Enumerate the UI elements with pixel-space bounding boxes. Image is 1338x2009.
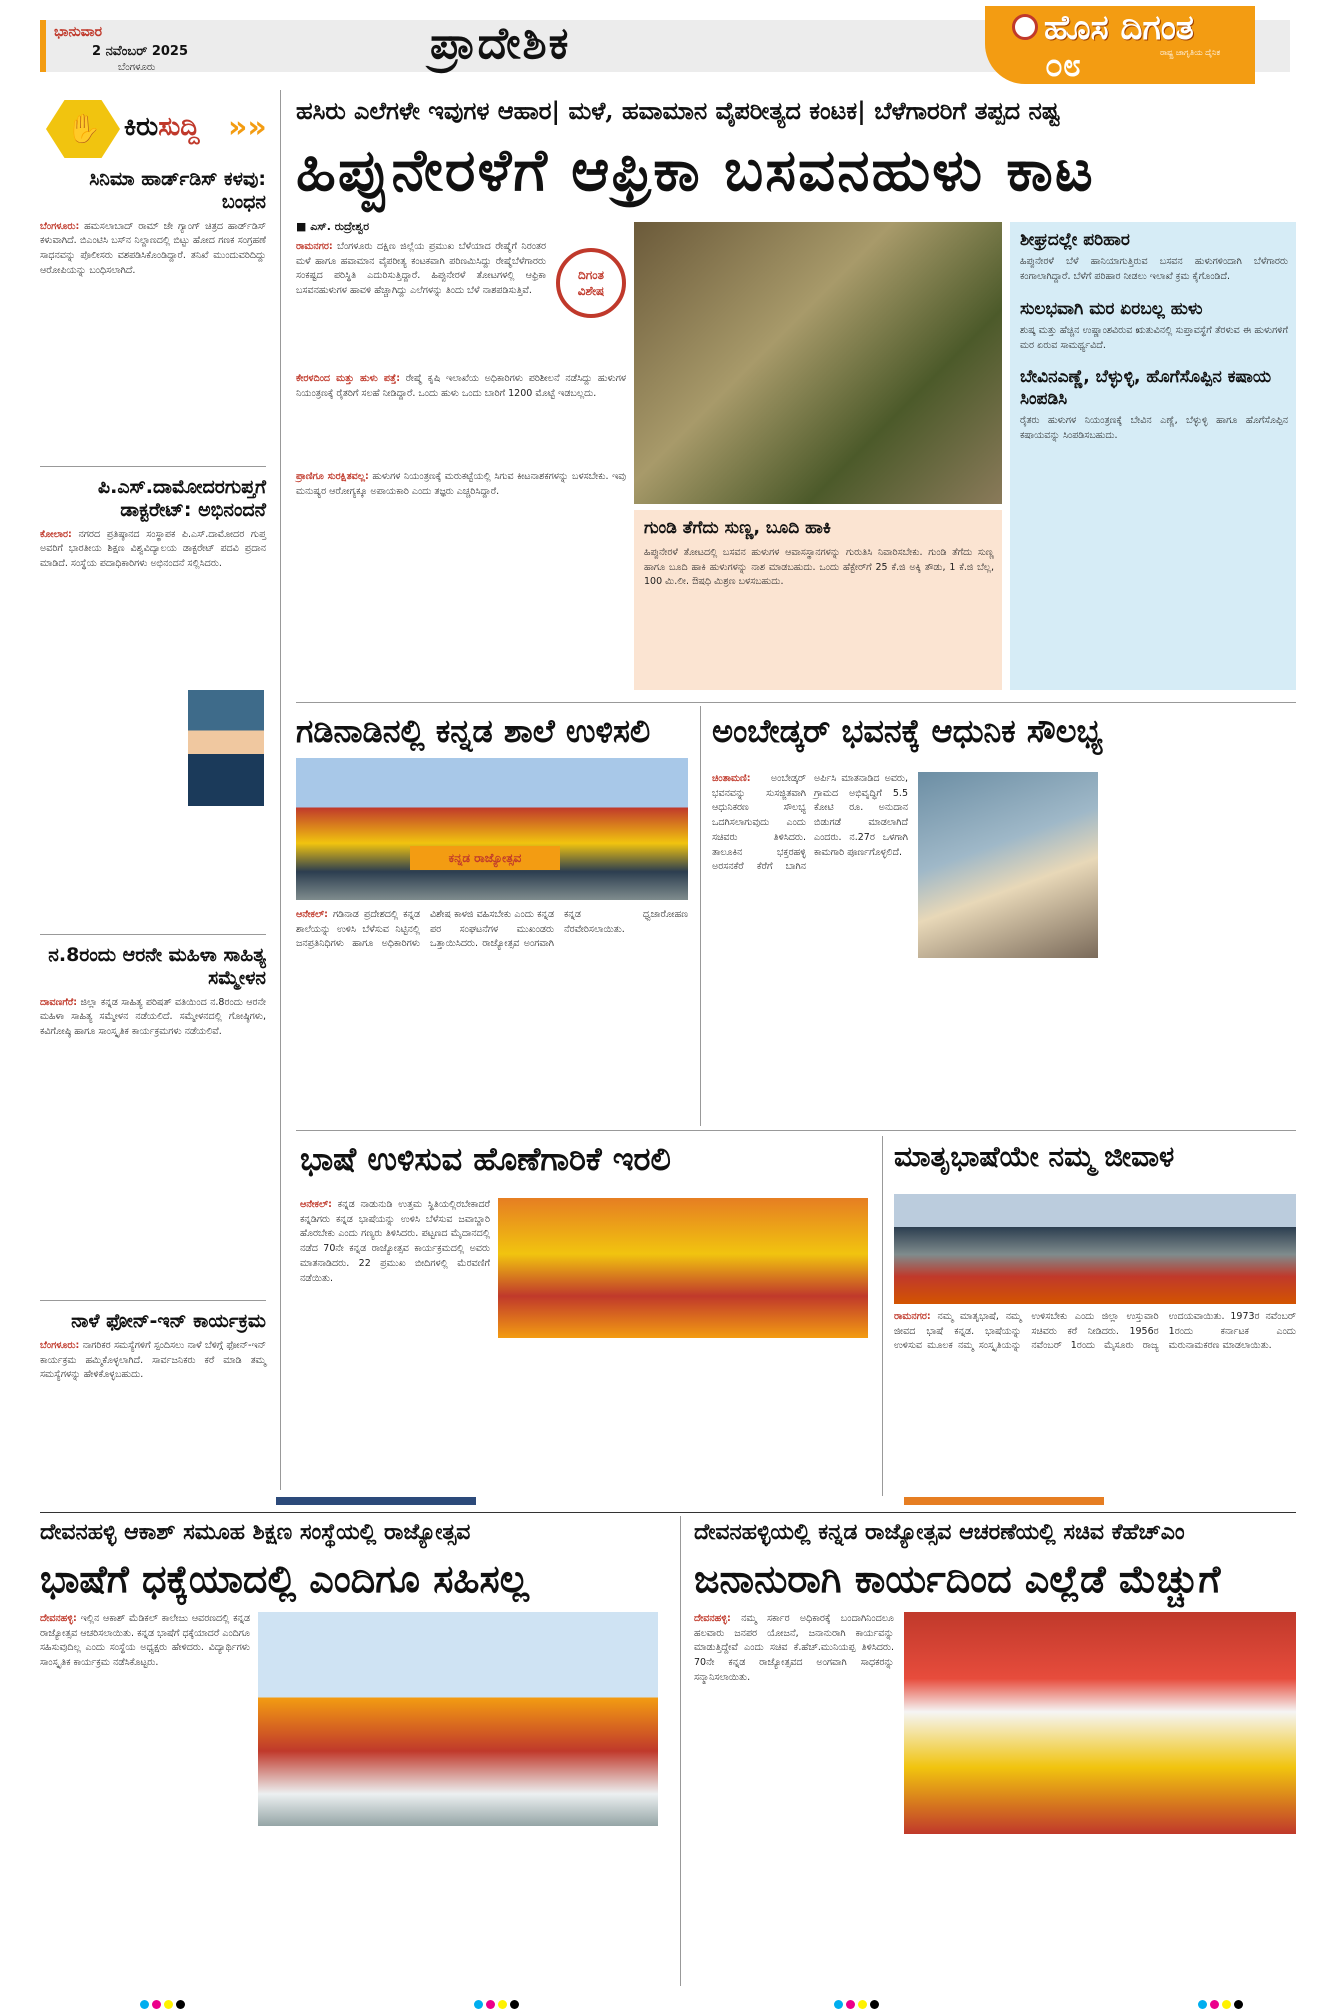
language-place: ಆನೇಕಲ್: bbox=[300, 1199, 332, 1210]
divider bbox=[40, 466, 266, 467]
brief-place: ದಾವಣಗೆರೆ: bbox=[40, 996, 78, 1008]
lead-kicker: ಹಸಿರು ಎಲೆಗಳೇ ಇವುಗಳ ಆಹಾರ| ಮಳೆ, ಹವಾಮಾನ ವೈಪರೀತ್ಯದ ಕಂಟಕ| ಬೆಳೆಗಾರರಿಗೆ ತಪ್ಪದ ನಷ್ಟ bbox=[296, 96, 1060, 125]
school-body bbox=[296, 908, 688, 952]
minister-headline: ಜನಾನುರಾಗಿ ಕಾರ್ಯದಿಂದ ಎಲ್ಲೆಡೆ ಮೆಚ್ಚುಗೆ bbox=[694, 1556, 1221, 1601]
divider bbox=[40, 934, 266, 935]
award-photo bbox=[904, 1612, 1296, 1834]
column-rule bbox=[882, 1136, 883, 1496]
brief-1 bbox=[40, 168, 266, 278]
minister-body bbox=[694, 1612, 894, 1686]
language-headline: ಭಾಷೆ ಉಳಿಸುವ ಹೊಣೆಗಾರಿಕೆ ಇರಲಿ bbox=[300, 1140, 671, 1178]
akash-body bbox=[40, 1612, 250, 1671]
seal-bottom: ವಿಶೇಷ bbox=[577, 283, 605, 298]
akash-headline: ಭಾಷೆಗೆ ಧಕ್ಕೆಯಾದಲ್ಲಿ ಎಂದಿಗೂ ಸಹಿಸಲ್ಲ bbox=[40, 1556, 529, 1601]
school-text: ಗಡಿನಾಡ ಪ್ರದೇಶದಲ್ಲಿ ಕನ್ನಡ ಶಾಲೆಯನ್ನು ಉಳಿಸಿ ಬೆಳೆಸುವ ನಿಟ್ಟಿನಲ್ಲಿ ಜನಪ್ರತಿನಿಧಿಗಳು ಹಾಗೂ ಅಧಿಕಾರಿಗಳು ವಿಶೇಷ ಕಾಳಜಿ ವಹಿಸಬೇಕು ಎಂದು ಕನ್ನಡ ಪರ ಸಂಘಟನೆಗಳ ಮುಖಂಡರು ಒತ್ತಾಯಿಸಿದರು. ರಾಜ್ಯೋತ್ಸವ ಅಂಗವಾಗಿ ಕನ್ನಡ ಧ್ವಜಾರೋಹಣ ನೆರವೇರಿಸಲಾಯಿತು. bbox=[296, 909, 688, 950]
print-marks bbox=[474, 1994, 522, 2009]
print-marks bbox=[1198, 1994, 1246, 2009]
dance-photo bbox=[498, 1198, 868, 1338]
print-marks bbox=[834, 1994, 882, 2009]
brief-place: ಕೋಲಾರ: bbox=[40, 528, 72, 540]
divider bbox=[40, 1512, 1296, 1513]
school-photo bbox=[296, 758, 688, 900]
lead-subhead-2: ಪ್ರಾಣಿಗೂ ಸುರಕ್ಷಿತವಲ್ಲ: bbox=[296, 471, 369, 482]
brief-headline: ನ.8ರಂದು ಆರನೇ ಮಹಿಳಾ ಸಾಹಿತ್ಯ ಸಮ್ಮೇಳನ bbox=[48, 944, 266, 989]
column-rule bbox=[680, 1516, 681, 1986]
masthead-tagline: ರಾಷ್ಟ್ರ ಜಾಗೃತಿಯ ದೈನಿಕ bbox=[1160, 48, 1221, 57]
lead-subhead-1: ಕೇರಳದಿಂದ ಮತ್ತು ಹುಳು ಪತ್ತೆ: bbox=[296, 373, 400, 384]
brief-place: ಬೆಂಗಳೂರು: bbox=[40, 220, 80, 232]
lead-text-3: ಹುಳುಗಳ ನಿಯಂತ್ರಣಕ್ಕೆ ಮರುಕಟ್ಟೆಯಲ್ಲಿ ಸಿಗುವ ಕೀಟನಾಶಕಗಳನ್ನು ಬಳಸಬೇಕು. ಇವು ಮನುಷ್ಯರ ಆರೋಗ್ಯಕ್ಕೂ ಅಪಾಯಕಾರಿ ಎಂದು ತಜ್ಞರು ಎಚ್ಚರಿಸಿದ್ದಾರೆ. bbox=[296, 471, 626, 497]
seal-top: ದಿಗಂತ bbox=[578, 268, 604, 282]
ambedkar-place: ಚಿಂತಾಮಣಿ: bbox=[712, 773, 751, 784]
ambedkar-text: ಅಂಬೇಡ್ಕರ್ ಭವನವನ್ನು ಸುಸಜ್ಜಿತವಾಗಿ ಆಧುನಿಕರಣ ಸೌಲಭ್ಯ ಒದಗಿಸಲಾಗುವುದು ಎಂದು ಸಚಿವರು ತಿಳಿಸಿದರು. ತಾಲೂಕಿನ ಭಕ್ತರಹಳ್ಳಿ ಅರಸನಕೆರೆ ಕೆರೆಗೆ ಬಾಗಿನ ಅರ್ಪಿಸಿ ಮಾತನಾಡಿದ ಅವರು, ಗ್ರಾಮದ ಅಭಿವೃದ್ಧಿಗೆ 5.5 ಕೋಟಿ ರೂ. ಅನುದಾನ ಬಿಡುಗಡೆ ಮಾಡಲಾಗಿದೆ ಎಂದರು. ನ.27ರ ಒಳಗಾಗಿ ಕಾಮಗಾರಿ ಪೂರ್ಣಗೊಳ್ಳಲಿದೆ. bbox=[712, 773, 908, 873]
kirusuddi-label bbox=[124, 112, 199, 143]
brief-text: ನಗರದ ಪ್ರತಿಷ್ಠಾನದ ಸಂಸ್ಥಾಪಕ ಪಿ.ಎಸ್.ದಾಮೋದರ ಗುಪ್ತ ಅವರಿಗೆ ಭಾರತೀಯ ಶಿಕ್ಷಣ ವಿಶ್ವವಿದ್ಯಾಲಯ ಡಾಕ್ಟರೇಟ್ ಪದವಿ ಪ್ರದಾನ ಮಾಡಿದೆ. ಸಂಸ್ಥೆಯ ಪದಾಧಿಕಾರಿಗಳು ಅಭಿನಂದನೆ ಸಲ್ಲಿಸಿದರು. bbox=[40, 528, 266, 570]
header-city: ಬೆಂಗಳೂರು bbox=[118, 62, 156, 73]
brief-text: ಜಿಲ್ಲಾ ಕನ್ನಡ ಸಾಹಿತ್ಯ ಪರಿಷತ್ ವತಿಯಿಂದ ನ.8ರಂದು ಆರನೇ ಮಹಿಳಾ ಸಾಹಿತ್ಯ ಸಮ್ಮೇಳನ ನಡೆಯಲಿದೆ. ಸಮ್ಮೇಳನದಲ್ಲಿ ಗೋಷ್ಠಿಗಳು, ಕವಿಗೋಷ್ಠಿ ಹಾಗೂ ಸಾಂಸ್ಕೃತಿಕ ಕಾರ್ಯಕ್ರಮಗಳು ನಡೆಯಲಿವೆ. bbox=[40, 996, 266, 1038]
column-rule bbox=[280, 90, 281, 1490]
mother-tongue-place: ರಾಮನಗರ: bbox=[894, 1311, 931, 1322]
akash-text: ಇಲ್ಲಿನ ಆಕಾಶ್ ಮೆಡಿಕಲ್ ಕಾಲೇಜು ಆವರಣದಲ್ಲಿ ಕನ್ನಡ ರಾಜ್ಯೋತ್ಸವ ಆಚರಿಸಲಾಯಿತು. ಕನ್ನಡ ಭಾಷೆಗೆ ಧಕ್ಕೆಯಾದರೆ ಎಂದಿಗೂ ಸಹಿಸುವುದಿಲ್ಲ ಎಂದು ಸಂಸ್ಥೆಯ ಅಧ್ಯಕ್ಷರು ಹೇಳಿದರು. ವಿದ್ಯಾರ್ಥಿಗಳು ಸಾಂಸ್ಕೃತಿಕ ಕಾರ್ಯಕ್ರಮ ನಡೆಸಿಕೊಟ್ಟರು. bbox=[40, 1613, 250, 1669]
march-photo bbox=[894, 1194, 1296, 1304]
lamp-logo-icon bbox=[1012, 14, 1038, 40]
minister-place: ದೇವನಹಳ್ಳಿ: bbox=[694, 1613, 731, 1624]
tips-headline: ಗುಂಡಿ ತೆಗೆದು ಸುಣ್ಣ, ಬೂದಿ ಹಾಕಿ bbox=[644, 518, 831, 538]
section-title: ಪ್ರಾದೇಶಿಕ bbox=[430, 18, 571, 69]
lead-body-1 bbox=[296, 240, 546, 299]
school-place: ಆನೇಕಲ್: bbox=[296, 909, 328, 920]
brief-3 bbox=[40, 944, 266, 1040]
info-text-3: ರೈತರು ಹುಳುಗಳ ನಿಯಂತ್ರಣಕ್ಕೆ ಬೇವಿನ ಎಣ್ಣೆ, ಬೆಳ್ಳುಳ್ಳಿ ಹಾಗೂ ಹೊಗೆಸೊಪ್ಪಿನ ಕಷಾಯವನ್ನು ಸಿಂಪಡಿಸಬಹುದು. bbox=[1020, 414, 1288, 441]
brief-body bbox=[40, 528, 266, 572]
brief-body bbox=[40, 996, 266, 1040]
ambedkar-body-a bbox=[712, 772, 908, 875]
divider bbox=[296, 702, 1296, 703]
kirusuddi-label-a: ಕಿರು bbox=[124, 112, 159, 142]
brief-text: ನಾಗರಿಕರ ಸಮಸ್ಯೆಗಳಿಗೆ ಸ್ಪಂದಿಸಲು ನಾಳೆ ಬೆಳಿಗ್ಗೆ ಫೋನ್-ಇನ್ ಕಾರ್ಯಕ್ರಮ ಹಮ್ಮಿಕೊಳ್ಳಲಾಗಿದೆ. ಸಾರ್ವಜನಿಕರು ಕರೆ ಮಾಡಿ ತಮ್ಮ ಸಮಸ್ಯೆಗಳನ್ನು ಹೇಳಿಕೊಳ್ಳಬಹುದು. bbox=[40, 1339, 266, 1381]
header-day: ಭಾನುವಾರ bbox=[54, 24, 103, 40]
byline-name: ಎಸ್. ರುದ್ರೇಶ್ವರ bbox=[310, 220, 370, 233]
column-rule bbox=[700, 706, 701, 1126]
header-date: 2 ನವೆಂಬರ್ 2025 bbox=[92, 44, 189, 59]
info-text-1: ಹಿಪ್ಪುನೇರಳೆ ಬೆಳೆ ಹಾನಿಯಾಗುತ್ತಿರುವ ಬಸವನ ಹುಳುಗಳಿಂದಾಗಿ ಬೆಳೆಗಾರರು ಕಂಗಾಲಾಗಿದ್ದಾರೆ. ಬೆಳೆಗೆ ಪರಿಹಾರ ನೀಡಲು ಇಲಾಖೆ ಕ್ರಮ ಕೈಗೊಂಡಿದೆ. bbox=[1020, 256, 1288, 282]
ambedkar-photo bbox=[918, 772, 1098, 958]
print-marks bbox=[140, 1994, 188, 2009]
akash-photo bbox=[258, 1612, 658, 1826]
lead-text-2: ರೇಷ್ಮೆ ಕೃಷಿ ಇಲಾಖೆಯ ಅಧಿಕಾರಿಗಳು ಪರಿಶೀಲನೆ ನಡೆಸಿದ್ದು ಹುಳುಗಳ ನಿಯಂತ್ರಣಕ್ಕೆ ರೈತರಿಗೆ ಸಲಹೆ ನೀಡಿದ್ದಾರೆ. ಒಂದು ಹುಳು ಒಂದು ಬಾರಿಗೆ 1200 ಮೊಟ್ಟೆ ಇಡಬಲ್ಲದು. bbox=[296, 373, 626, 399]
akash-place: ದೇವನಹಳ್ಳಿ: bbox=[40, 1613, 77, 1624]
mother-tongue-headline: ಮಾತೃಭಾಷೆಯೇ ನಮ್ಮ ಜೀವಾಳ bbox=[894, 1140, 1175, 1173]
mother-tongue-text: ನಮ್ಮ ಮಾತೃಭಾಷೆ, ನಮ್ಮ ಜೀವದ ಭಾಷೆ ಕನ್ನಡ. ಭಾಷೆಯನ್ನು ಉಳಿಸುವ ಮೂಲಕ ನಮ್ಮ ಸಂಸ್ಕೃತಿಯನ್ನು ಉಳಿಸಬೇಕು ಎಂದು ಜಿಲ್ಲಾ ಉಸ್ತುವಾರಿ ಸಚಿವರು ಕರೆ ನೀಡಿದರು. 1956ರ ನವೆಂಬರ್ 1ರಂದು ಮೈಸೂರು ರಾಜ್ಯ ಉದಯವಾಯಿತು. 1973ರ ನವೆಂಬರ್ 1ರಂದು ಕರ್ನಾಟಕ ಎಂದು ಮರುನಾಮಕರಣ ಮಾಡಲಾಯಿತು. bbox=[894, 1311, 1296, 1352]
school-headline: ಗಡಿನಾಡಿನಲ್ಲಿ ಕನ್ನಡ ಶಾಲೆ ಉಳಿಸಲಿ bbox=[296, 712, 651, 750]
brief-2 bbox=[40, 476, 266, 572]
lead-byline: ■ ಎಸ್. ರುದ್ರೇಶ್ವರ bbox=[296, 220, 370, 233]
digantha-special-seal bbox=[556, 248, 626, 318]
portrait-photo bbox=[188, 690, 264, 806]
lead-text-1: ಬೆಂಗಳೂರು ದಕ್ಷಿಣ ಜಿಲ್ಲೆಯ ಪ್ರಮುಖ ಬೆಳೆಯಾದ ರೇಷ್ಮೆಗೆ ನಿರಂತರ ಮಳೆ ಹಾಗೂ ಹವಾಮಾನ ವೈಪರೀತ್ಯ ಕಂಟಕವಾಗಿ ಪರಿಣಮಿಸಿದ್ದು ರೇಷ್ಮೆಬೆಳೆಗಾರರು ಸಂಕಷ್ಟದ ಪರಿಸ್ಥಿತಿ ಎದುರಿಸುತ್ತಿದ್ದಾರೆ. ಹಿಪ್ಪುನೇರಳೆ ತೋಟಗಳಲ್ಲಿ ಆಫ್ರಿಕಾ ಬಸವನಹುಳುಗಳ ಹಾವಳಿ ಹೆಚ್ಚಾಗಿದ್ದು ಎಲೆಗಳನ್ನು ತಿಂದು ಬೆಳೆ ನಾಶಪಡಿಸುತ್ತಿವೆ. bbox=[296, 241, 546, 297]
divider bbox=[296, 1130, 1296, 1131]
minister-kicker: ದೇವನಹಳ್ಳಿಯಲ್ಲಿ ಕನ್ನಡ ರಾಜ್ಯೋತ್ಸವ ಆಚರಣೆಯಲ್ಲಿ ಸಚಿವ ಕೆಹೆಚ್‌ಎಂ bbox=[694, 1520, 1185, 1545]
brief-headline: ಪಿ.ಎಸ್.ದಾಮೋದರಗುಪ್ತಗೆ ಡಾಕ್ಟರೇಟ್: ಅಭಿನಂದನೆ bbox=[97, 476, 266, 521]
language-body bbox=[300, 1198, 490, 1286]
minister-text: ನಮ್ಮ ಸರ್ಕಾರ ಅಧಿಕಾರಕ್ಕೆ ಬಂದಾಗಿನಿಂದಲೂ ಹಲವಾರು ಜನಪರ ಯೋಜನೆ, ಜನಾನುರಾಗಿ ಕಾರ್ಯವನ್ನು ಮಾಡುತ್ತಿದ್ದೇವೆ ಎಂದು ಸಚಿವ ಕೆ.ಹೆಚ್.ಮುನಿಯಪ್ಪ ತಿಳಿಸಿದರು. 70ನೇ ಕನ್ನಡ ರಾಜ್ಯೋತ್ಸವದ ಅಂಗವಾಗಿ ಸಾಧಕರನ್ನು ಸನ್ಮಾನಿಸಲಾಯಿತು. bbox=[694, 1613, 894, 1683]
brief-4 bbox=[40, 1310, 266, 1383]
ambedkar-headline: ಅಂಬೇಡ್ಕರ್ ಭವನಕ್ಕೆ ಆಧುನಿಕ ಸೌಲಭ್ಯ bbox=[712, 712, 1103, 750]
info-head-3: ಬೇವಿನಎಣ್ಣೆ, ಬೆಳ್ಳುಳ್ಳಿ, ಹೊಗೆಸೊಪ್ಪಿನ ಕಷಾಯ ಸಿಂಪಡಿಸಿ bbox=[1020, 367, 1272, 409]
lead-headline: ಹಿಪ್ಪುನೇರಳೆಗೆ ಆಫ್ರಿಕಾ ಬಸವನಹುಳು ಕಾಟ bbox=[296, 136, 1095, 204]
kirusuddi-label-b: ಸುದ್ದಿ bbox=[158, 112, 200, 142]
tips-body: ಹಿಪ್ಪುನೇರಳೆ ತೋಟದಲ್ಲಿ ಬಸವನ ಹುಳುಗಳ ಆವಾಸಸ್ಥಾನಗಳನ್ನು ಗುರುತಿಸಿ ನಿವಾರಿಸಬೇಕು. ಗುಂಡಿ ತೆಗೆದು ಸುಣ್ಣ ಹಾಗೂ ಬೂದಿ ಹಾಕಿ ಹುಳುಗಳನ್ನು ನಾಶ ಮಾಡಬಹುದು. ಒಂದು ಹೆಕ್ಟೇರ್‌ಗೆ 25 ಕೆ.ಜಿ ಅಕ್ಕಿ ತೌಡು, 1 ಕೆ.ಜಿ ಬೆಲ್ಲ, 100 ಮಿ.ಲೀ. ಔಷಧಿ ಮಿಶ್ರಣ ಬಳಸಬಹುದು. bbox=[644, 547, 994, 588]
chevrons-icon: »» bbox=[228, 110, 267, 145]
masthead-title: ಹೊಸ ದಿಗಂತ bbox=[1044, 8, 1194, 48]
info-sidebar-content bbox=[1020, 230, 1288, 443]
info-head-1: ಶೀಘ್ರದಲ್ಲೇ ಪರಿಹಾರ bbox=[1020, 230, 1130, 250]
brief-place: ಬೆಂಗಳೂರು: bbox=[40, 1339, 80, 1351]
brief-body bbox=[40, 220, 266, 279]
brief-body bbox=[40, 1339, 266, 1383]
language-text: ಕನ್ನಡ ನಾಡುನುಡಿ ಉತ್ತಮ ಸ್ಥಿತಿಯಲ್ಲಿರಬೇಕಾದರೆ ಕನ್ನಡಿಗರು ಕನ್ನಡ ಭಾಷೆಯನ್ನು ಉಳಿಸಿ ಬೆಳೆಸುವ ಜವಾಬ್ದಾರಿ ಹೊರಬೇಕು ಎಂದು ಗಣ್ಯರು ತಿಳಿಸಿದರು. ಪಟ್ಟಣದ ಮೈದಾನದಲ್ಲಿ ನಡೆದ 70ನೇ ಕನ್ನಡ ರಾಜ್ಯೋತ್ಸವ ಕಾರ್ಯಕ್ರಮದಲ್ಲಿ ಅವರು ಮಾತನಾಡಿದರು. 22 ಪ್ರಮುಖ ಬೀದಿಗಳಲ್ಲಿ ಮೆರವಣಿಗೆ ನಡೆಯಿತು. bbox=[300, 1199, 490, 1284]
info-text-2: ಶುಷ್ಕ ಮತ್ತು ಹೆಚ್ಚಿನ ಉಷ್ಣಾಂಶವಿರುವ ಋತುವಿನಲ್ಲಿ ಸುಪ್ತಾವಸ್ಥೆಗೆ ತೆರಳುವ ಈ ಹುಳುಗಳಿಗೆ ಮರ ಏರುವ ಸಾಮರ್ಥ್ಯವಿದೆ. bbox=[1020, 324, 1288, 351]
color-bar bbox=[904, 1497, 1104, 1505]
brief-headline: ಸಿನಿಮಾ ಹಾರ್ಡ್‌ಡಿಸ್ ಕಳವು: ಬಂಧನ bbox=[89, 168, 266, 213]
mother-tongue-body bbox=[894, 1310, 1296, 1354]
page-number: ೦೮ bbox=[1045, 46, 1081, 84]
akash-kicker: ದೇವನಹಳ್ಳಿ ಆಕಾಶ್ ಸಮೂಹ ಶಿಕ್ಷಣ ಸಂಸ್ಥೆಯಲ್ಲಿ ರಾಜ್ಯೋತ್ಸವ bbox=[40, 1520, 471, 1545]
snail-photo bbox=[634, 222, 1002, 504]
hand-icon: ✋ bbox=[66, 112, 101, 145]
lead-body-2 bbox=[296, 372, 626, 401]
lead-place: ರಾಮನಗರ: bbox=[296, 241, 333, 252]
brief-text: ಹಮಸಲಾಬಾದ್ ರಾಮ್ ಜೇ ಗ್ಯಾಂಗ್ ಚಿತ್ರದ ಹಾರ್ಡ್‌ಡಿಸ್ ಕಳುವಾಗಿದೆ. ಬಿಎಂಟಿಸಿ ಬಸ್‌ನ ನಿಲ್ದಾಣದಲ್ಲಿ ಬಿಟ್ಟು ಹೋದ ಗಣಕ ಸಂಗ್ರಹಣೆ ಸಾಧನವನ್ನು ಪೊಲೀಸರು ವಶಪಡಿಸಿಕೊಂಡಿದ್ದಾರೆ. ತನಿಖೆ ಮುಂದುವರಿದಿದ್ದು ಆರೋಪಿಯನ್ನು ಬಂಧಿಸಲಾಗಿದೆ. bbox=[40, 220, 266, 276]
photo-banner: ಕನ್ನಡ ರಾಜ್ಯೋತ್ಸವ bbox=[410, 846, 560, 870]
brief-headline: ನಾಳೆ ಫೋನ್-ಇನ್ ಕಾರ್ಯಕ್ರಮ bbox=[71, 1310, 266, 1332]
header-accent bbox=[40, 20, 46, 72]
info-head-2: ಸುಲಭವಾಗಿ ಮರ ಏರಬಲ್ಲ ಹುಳು bbox=[1020, 298, 1203, 319]
color-bar bbox=[276, 1497, 476, 1505]
lead-body-3 bbox=[296, 470, 626, 499]
divider bbox=[40, 1300, 266, 1301]
